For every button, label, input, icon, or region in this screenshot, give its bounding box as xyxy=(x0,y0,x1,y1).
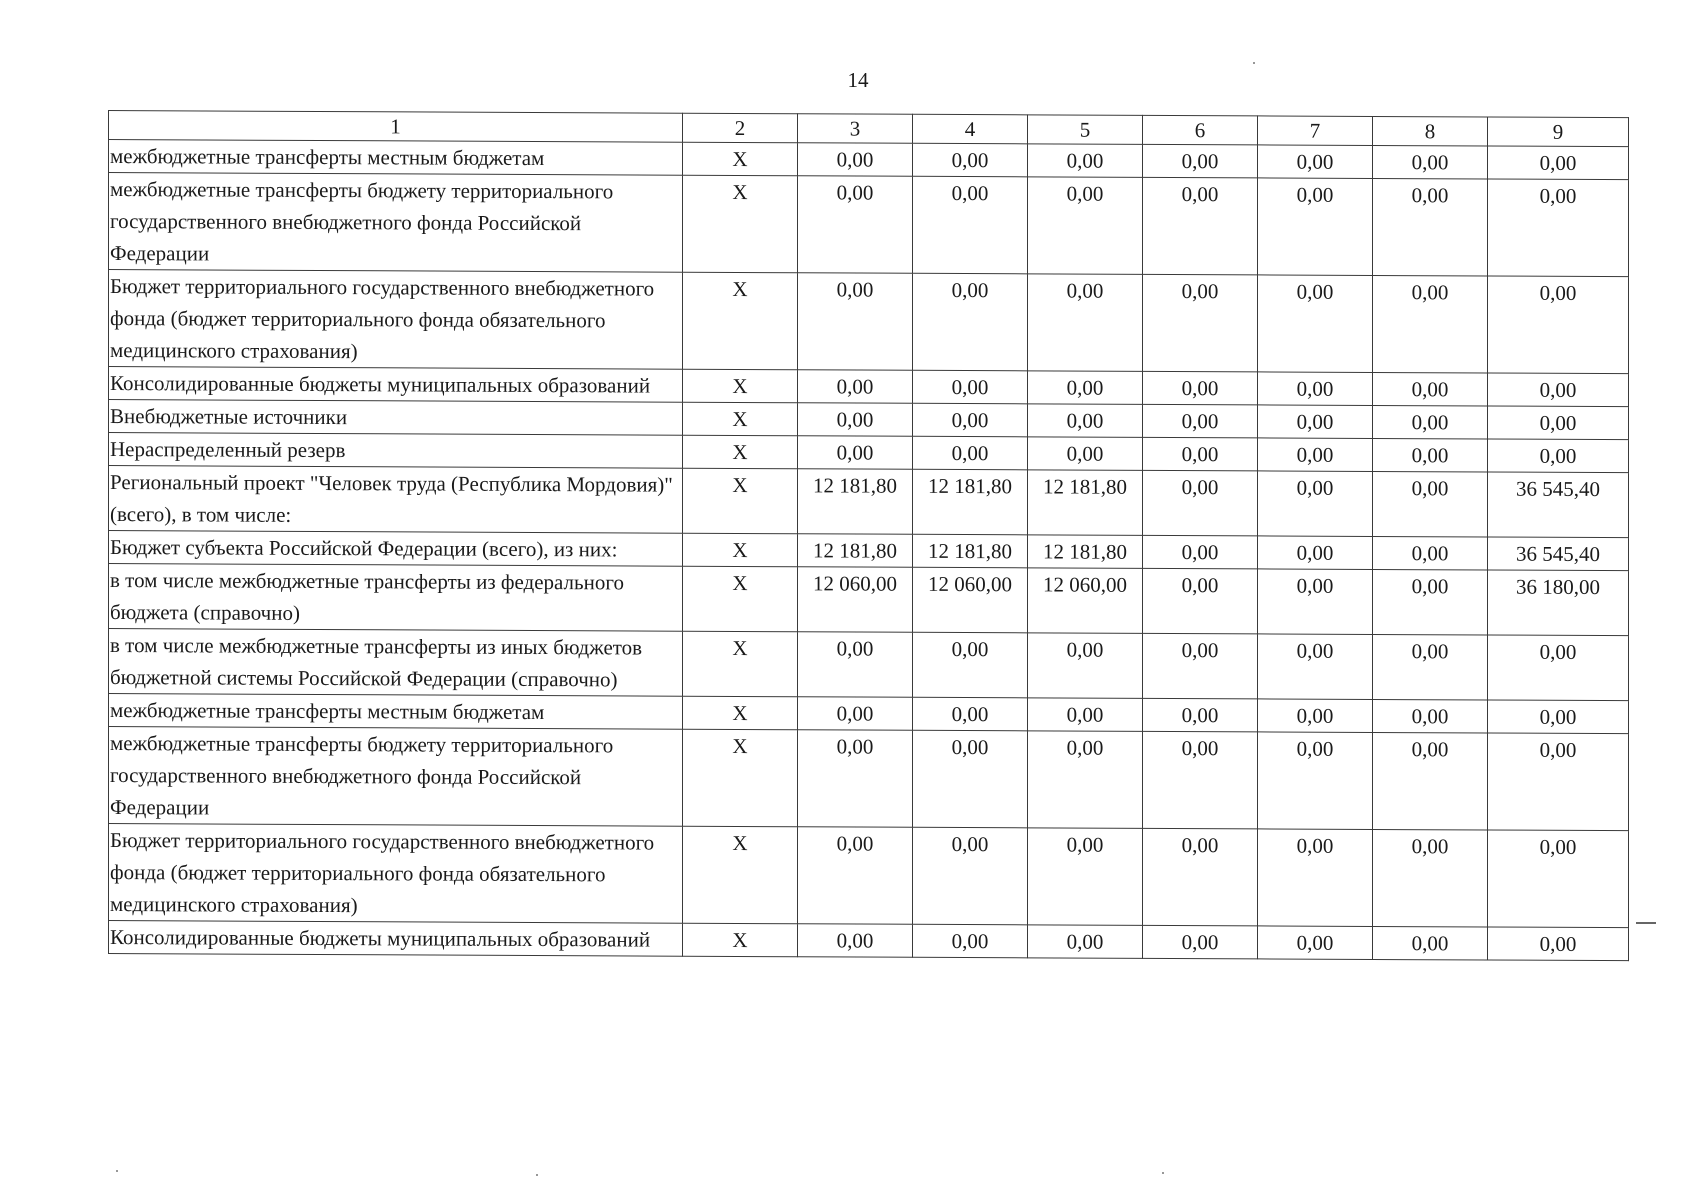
row-mark: X xyxy=(683,923,798,957)
row-label: Консолидированные бюджеты муниципальных образований xyxy=(109,367,683,403)
value-cell-col-6: 0,00 xyxy=(1143,535,1258,569)
value-cell-col-4: 0,00 xyxy=(913,436,1028,470)
value-cell-col-6: 0,00 xyxy=(1143,470,1258,536)
row-label: Бюджет территориального государственного внебюджетного фонда (бюджет территориального фонда обязательного медицинского страхования) xyxy=(109,270,683,370)
budget-table xyxy=(108,110,1629,961)
value-cell-col-8: 0,00 xyxy=(1373,634,1488,700)
column-number-3: 3 xyxy=(798,114,913,144)
value-cell-col-3: 0,00 xyxy=(798,924,913,958)
value-cell-col-8: 0,00 xyxy=(1373,699,1488,733)
value-cell-col-8: 0,00 xyxy=(1373,829,1488,927)
value-cell-col-7: 0,00 xyxy=(1258,275,1373,373)
value-cell-col-9: 36 545,40 xyxy=(1488,472,1629,538)
column-number-9: 9 xyxy=(1488,117,1629,147)
value-cell-col-3: 0,00 xyxy=(798,436,913,470)
value-cell-col-5: 0,00 xyxy=(1028,437,1143,471)
value-cell-col-8: 0,00 xyxy=(1373,536,1488,570)
value-cell-col-9: 0,00 xyxy=(1488,927,1629,961)
row-mark: X xyxy=(683,826,798,924)
value-cell-col-9: 0,00 xyxy=(1488,373,1629,407)
value-cell-col-5: 0,00 xyxy=(1028,731,1143,829)
table-row xyxy=(109,921,1629,961)
value-cell-col-7: 0,00 xyxy=(1258,569,1373,635)
row-mark: X xyxy=(683,435,798,469)
value-cell-col-3: 0,00 xyxy=(798,176,913,274)
value-cell-col-8: 0,00 xyxy=(1373,275,1488,373)
value-cell-col-3: 0,00 xyxy=(798,827,913,925)
value-cell-col-4: 0,00 xyxy=(913,143,1028,177)
value-cell-col-9: 0,00 xyxy=(1488,830,1629,928)
row-label: Бюджет субъекта Российской Федерации (всего), из них: xyxy=(109,531,683,567)
value-cell-col-4: 12 181,80 xyxy=(913,534,1028,568)
value-cell-col-9: 36 180,00 xyxy=(1488,570,1629,636)
row-label: Бюджет территориального государственного внебюджетного фонда (бюджет территориального фонда обязательного медицинского страхования) xyxy=(109,824,683,924)
value-cell-col-7: 0,00 xyxy=(1258,471,1373,537)
table-row xyxy=(109,173,1629,277)
value-cell-col-7: 0,00 xyxy=(1258,145,1373,179)
value-cell-col-9: 0,00 xyxy=(1488,700,1629,734)
row-label: в том числе межбюджетные трансферты из иных бюджетов бюджетной системы Российской Федерации (справочно) xyxy=(109,629,683,697)
value-cell-col-6: 0,00 xyxy=(1143,274,1258,372)
value-cell-col-8: 0,00 xyxy=(1373,438,1488,472)
value-cell-col-3: 12 181,80 xyxy=(798,469,913,535)
value-cell-col-9: 0,00 xyxy=(1488,439,1629,473)
column-number-4: 4 xyxy=(913,114,1028,144)
row-mark: X xyxy=(683,729,798,827)
value-cell-col-9: 0,00 xyxy=(1488,406,1629,440)
value-cell-col-4: 0,00 xyxy=(913,403,1028,437)
row-label: межбюджетные трансферты местным бюджетам xyxy=(109,140,683,176)
value-cell-col-4: 0,00 xyxy=(913,924,1028,958)
row-mark: X xyxy=(683,272,798,370)
value-cell-col-5: 0,00 xyxy=(1028,925,1143,959)
value-cell-col-6: 0,00 xyxy=(1143,925,1258,959)
value-cell-col-9: 0,00 xyxy=(1488,733,1629,831)
column-number-7: 7 xyxy=(1258,116,1373,146)
value-cell-col-8: 0,00 xyxy=(1373,145,1488,179)
value-cell-col-8: 0,00 xyxy=(1373,926,1488,960)
value-cell-col-7: 0,00 xyxy=(1258,438,1373,472)
value-cell-col-6: 0,00 xyxy=(1143,437,1258,471)
value-cell-col-6: 0,00 xyxy=(1143,371,1258,405)
value-cell-col-6: 0,00 xyxy=(1143,731,1258,829)
value-cell-col-3: 0,00 xyxy=(798,143,913,177)
value-cell-col-8: 0,00 xyxy=(1373,372,1488,406)
value-cell-col-6: 0,00 xyxy=(1143,698,1258,732)
value-cell-col-3: 12 060,00 xyxy=(798,567,913,633)
margin-mark xyxy=(1636,922,1656,924)
value-cell-col-3: 0,00 xyxy=(798,632,913,698)
row-mark: X xyxy=(683,468,798,534)
value-cell-col-4: 12 181,80 xyxy=(913,469,1028,535)
row-mark: X xyxy=(683,369,798,403)
row-mark: X xyxy=(683,696,798,730)
row-mark: X xyxy=(683,402,798,436)
row-mark: X xyxy=(683,566,798,632)
page-number: 14 xyxy=(847,68,869,92)
value-cell-col-4: 0,00 xyxy=(913,827,1028,925)
table-row xyxy=(109,270,1629,374)
value-cell-col-3: 0,00 xyxy=(798,273,913,371)
row-mark: X xyxy=(683,533,798,567)
value-cell-col-6: 0,00 xyxy=(1143,144,1258,178)
value-cell-col-9: 36 545,40 xyxy=(1488,537,1629,571)
value-cell-col-4: 0,00 xyxy=(913,632,1028,698)
value-cell-col-6: 0,00 xyxy=(1143,568,1258,634)
row-label: Региональный проект "Человек труда (Республика Мордовия)" (всего), в том числе: xyxy=(109,466,683,534)
column-number-2: 2 xyxy=(683,113,798,143)
value-cell-col-3: 0,00 xyxy=(798,730,913,828)
value-cell-col-4: 0,00 xyxy=(913,370,1028,404)
value-cell-col-5: 0,00 xyxy=(1028,828,1143,926)
budget-table-container xyxy=(108,110,1628,961)
value-cell-col-5: 0,00 xyxy=(1028,177,1143,275)
value-cell-col-8: 0,00 xyxy=(1373,405,1488,439)
value-cell-col-9: 0,00 xyxy=(1488,179,1629,277)
value-cell-col-9: 0,00 xyxy=(1488,146,1629,180)
value-cell-col-5: 0,00 xyxy=(1028,371,1143,405)
value-cell-col-4: 0,00 xyxy=(913,697,1028,731)
value-cell-col-4: 0,00 xyxy=(913,730,1028,828)
value-cell-col-8: 0,00 xyxy=(1373,471,1488,537)
value-cell-col-3: 0,00 xyxy=(798,403,913,437)
value-cell-col-3: 0,00 xyxy=(798,370,913,404)
value-cell-col-5: 0,00 xyxy=(1028,274,1143,372)
value-cell-col-8: 0,00 xyxy=(1373,732,1488,830)
value-cell-col-4: 0,00 xyxy=(913,176,1028,274)
row-mark: X xyxy=(683,175,798,273)
row-label: межбюджетные трансферты бюджету территориального государственного внебюджетного фонда Российской Федерации xyxy=(109,173,683,273)
value-cell-col-6: 0,00 xyxy=(1143,177,1258,275)
row-label: Внебюджетные источники xyxy=(109,400,683,436)
row-label: Консолидированные бюджеты муниципальных образований xyxy=(109,921,683,957)
value-cell-col-7: 0,00 xyxy=(1258,829,1373,927)
row-mark: X xyxy=(683,631,798,697)
value-cell-col-5: 0,00 xyxy=(1028,633,1143,699)
value-cell-col-4: 12 060,00 xyxy=(913,567,1028,633)
value-cell-col-4: 0,00 xyxy=(913,273,1028,371)
row-label: межбюджетные трансферты бюджету территориального государственного внебюджетного фонда Российской Федерации xyxy=(109,727,683,827)
value-cell-col-7: 0,00 xyxy=(1258,536,1373,570)
column-number-8: 8 xyxy=(1373,116,1488,146)
value-cell-col-9: 0,00 xyxy=(1488,276,1629,374)
table-row xyxy=(109,629,1629,701)
value-cell-col-7: 0,00 xyxy=(1258,372,1373,406)
value-cell-col-5: 0,00 xyxy=(1028,144,1143,178)
value-cell-col-3: 12 181,80 xyxy=(798,534,913,568)
budget-table-body xyxy=(109,111,1629,961)
table-row xyxy=(109,466,1629,538)
value-cell-col-7: 0,00 xyxy=(1258,634,1373,700)
value-cell-col-5: 0,00 xyxy=(1028,404,1143,438)
value-cell-col-7: 0,00 xyxy=(1258,405,1373,439)
value-cell-col-6: 0,00 xyxy=(1143,828,1258,926)
value-cell-col-7: 0,00 xyxy=(1258,732,1373,830)
value-cell-col-7: 0,00 xyxy=(1258,178,1373,276)
row-label: в том числе межбюджетные трансферты из федерального бюджета (справочно) xyxy=(109,564,683,632)
value-cell-col-6: 0,00 xyxy=(1143,633,1258,699)
value-cell-col-7: 0,00 xyxy=(1258,926,1373,960)
column-number-1: 1 xyxy=(109,111,683,143)
value-cell-col-5: 0,00 xyxy=(1028,698,1143,732)
value-cell-col-9: 0,00 xyxy=(1488,635,1629,701)
value-cell-col-5: 12 181,80 xyxy=(1028,470,1143,536)
value-cell-col-7: 0,00 xyxy=(1258,699,1373,733)
column-number-5: 5 xyxy=(1028,115,1143,145)
value-cell-col-8: 0,00 xyxy=(1373,178,1488,276)
row-label: межбюджетные трансферты местным бюджетам xyxy=(109,694,683,730)
value-cell-col-3: 0,00 xyxy=(798,697,913,731)
row-label: Нераспределенный резерв xyxy=(109,433,683,469)
table-row xyxy=(109,564,1629,636)
column-number-6: 6 xyxy=(1143,115,1258,145)
table-row xyxy=(109,824,1629,928)
value-cell-col-8: 0,00 xyxy=(1373,569,1488,635)
row-mark: X xyxy=(683,142,798,176)
value-cell-col-5: 12 181,80 xyxy=(1028,535,1143,569)
value-cell-col-6: 0,00 xyxy=(1143,404,1258,438)
value-cell-col-5: 12 060,00 xyxy=(1028,568,1143,634)
table-row xyxy=(109,727,1629,831)
